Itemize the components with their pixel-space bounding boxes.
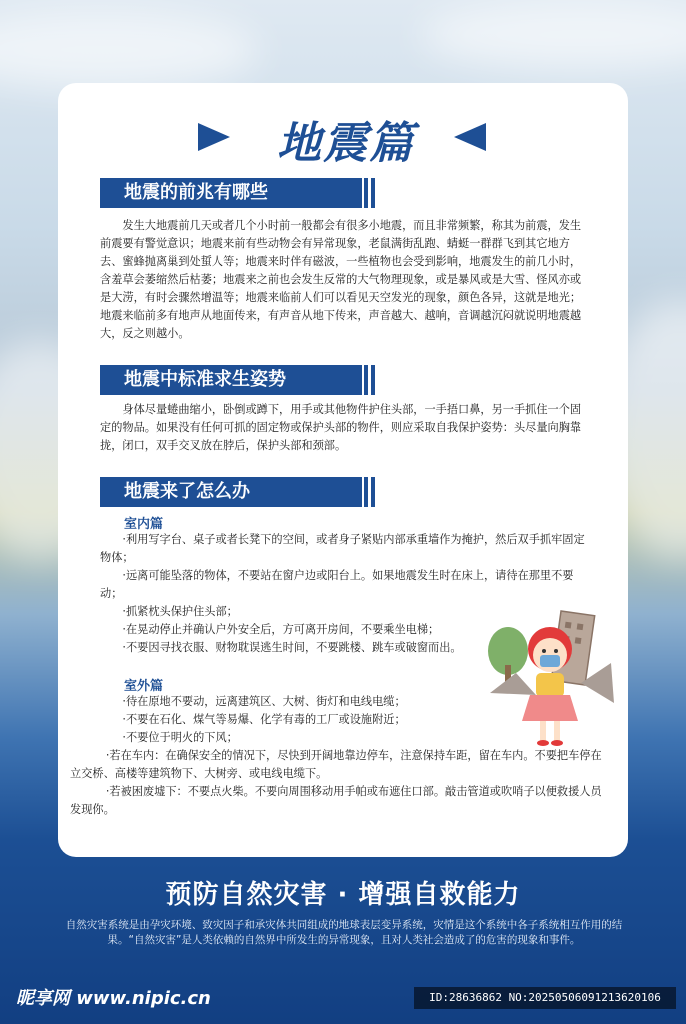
slogan: 预防自然灾害 · 增强自救能力 <box>165 880 521 910</box>
heading-bars-decoration <box>364 477 380 507</box>
title-row <box>58 105 628 167</box>
section-heading-precursors <box>100 178 362 208</box>
chevron-right-icon <box>198 123 230 151</box>
survival-posture-paragraph: 身体尽量蜷曲缩小，卧倒或蹲下，用手或其他物件护住头部，一手捂口鼻，另一手抓住一个固定的物品。如果没有任何可抓的固定物或保护头部的物件，则应采取自我保护姿势：头尽量向胸靠拢，闭口，双手交叉放在脖后，保护头部和颈部。 <box>100 403 582 452</box>
indoor-item: ·利用写字台、桌子或者长凳下的空间，或者身子紧贴内部承重墙作为掩护，然后双手抓牢固定物体； <box>100 533 585 564</box>
section-heading-text: 地震来了怎么办 <box>124 481 250 502</box>
chevron-left-icon <box>454 123 486 151</box>
content-card <box>58 83 628 857</box>
outdoor-item: ·不要在石化、煤气等易爆、化学有毒的工厂或设施附近； <box>122 713 406 726</box>
outdoor-item: ·待在原地不要动，远离建筑区、大树、街灯和电线电缆； <box>122 695 406 708</box>
indoor-item: ·远离可能坠落的物体，不要站在窗户边或阳台上。如果地震发生时在床上，请待在那里不要动； <box>100 569 574 600</box>
indoor-subheading: 室内篇 <box>124 517 164 532</box>
outdoor-item: ·若在车内：在确保安全的情况下，尽快到开阔地靠边停车，注意保持车距，留在车内。不要把车停在立交桥、高楼等建筑物下、大树旁、或电线电缆下。 <box>70 749 602 780</box>
page-title: 地震篇 <box>277 118 415 169</box>
heading-bars-decoration <box>364 365 380 395</box>
section-heading-text: 地震中标准求生姿势 <box>124 369 286 390</box>
outdoor-item: ·若被困废墟下：不要点火柴。不要向周围移动用手帕或布遮住口部。敲击管道或吹哨子以便救援人员发现你。 <box>70 785 602 816</box>
sky-cloud <box>420 0 686 70</box>
heading-bars-decoration <box>364 178 380 208</box>
section-heading-survival-posture <box>100 365 362 395</box>
watermark-logo: 昵享网 www.nipic.cn <box>16 988 211 1009</box>
section-heading-what-to-do <box>100 477 362 507</box>
indoor-item: ·抓紧枕头保护住头部； <box>122 605 238 618</box>
section-heading-text: 地震的前兆有哪些 <box>124 182 268 203</box>
indoor-item: ·不要因寻找衣服、财物耽误逃生时间，不要跳楼、跳车或破窗而出。 <box>122 641 462 654</box>
outdoor-subheading: 室外篇 <box>124 679 164 694</box>
watermark-id: ID:28636862 NO:20250506091213620106 <box>414 987 676 1009</box>
sky-cloud <box>0 10 260 90</box>
precursors-paragraph: 发生大地震前几天或者几个小时前一般都会有很多小地震，而且非常频繁，称其为前震，发生前震要有警觉意识；地震来前有些动物会有异常现象，老鼠满街乱跑、蜻蜓一群群飞到其它地方去、蜜蜂抛离巢到处蜇人等；地震来时伴有磁波，一些植物也会受到影响，地震发生的前几小时，含羞草会萎缩然后枯萎；地震来之前也会发生反常的大气物理现象，或是暴风或是大雪、怪风亦或是大涝，有时会骤然增温等；地震来临前人们可以看见天空发光的现象，颜色各异，这就是地光；地震来临前多有地声从地面传来，有声音从地下传来，声音越大、越响，音调越沉闷就说明地震越大，反之则越小。 <box>100 219 582 340</box>
footer-description: 自然灾害系统是由孕灾环境、致灾因子和承灾体共同组成的地球表层变异系统，灾情是这个系统中各子系统相互作用的结果。“自然灾害”是人类依赖的自然界中所发生的异常现象，且对人类社会造成了的危害的现象和事件。 <box>65 919 623 946</box>
indoor-item: ·在晃动停止并确认户外安全后，方可离开房间，不要乘坐电梯； <box>122 623 440 636</box>
outdoor-item: ·不要位于明火的下风； <box>122 731 238 744</box>
